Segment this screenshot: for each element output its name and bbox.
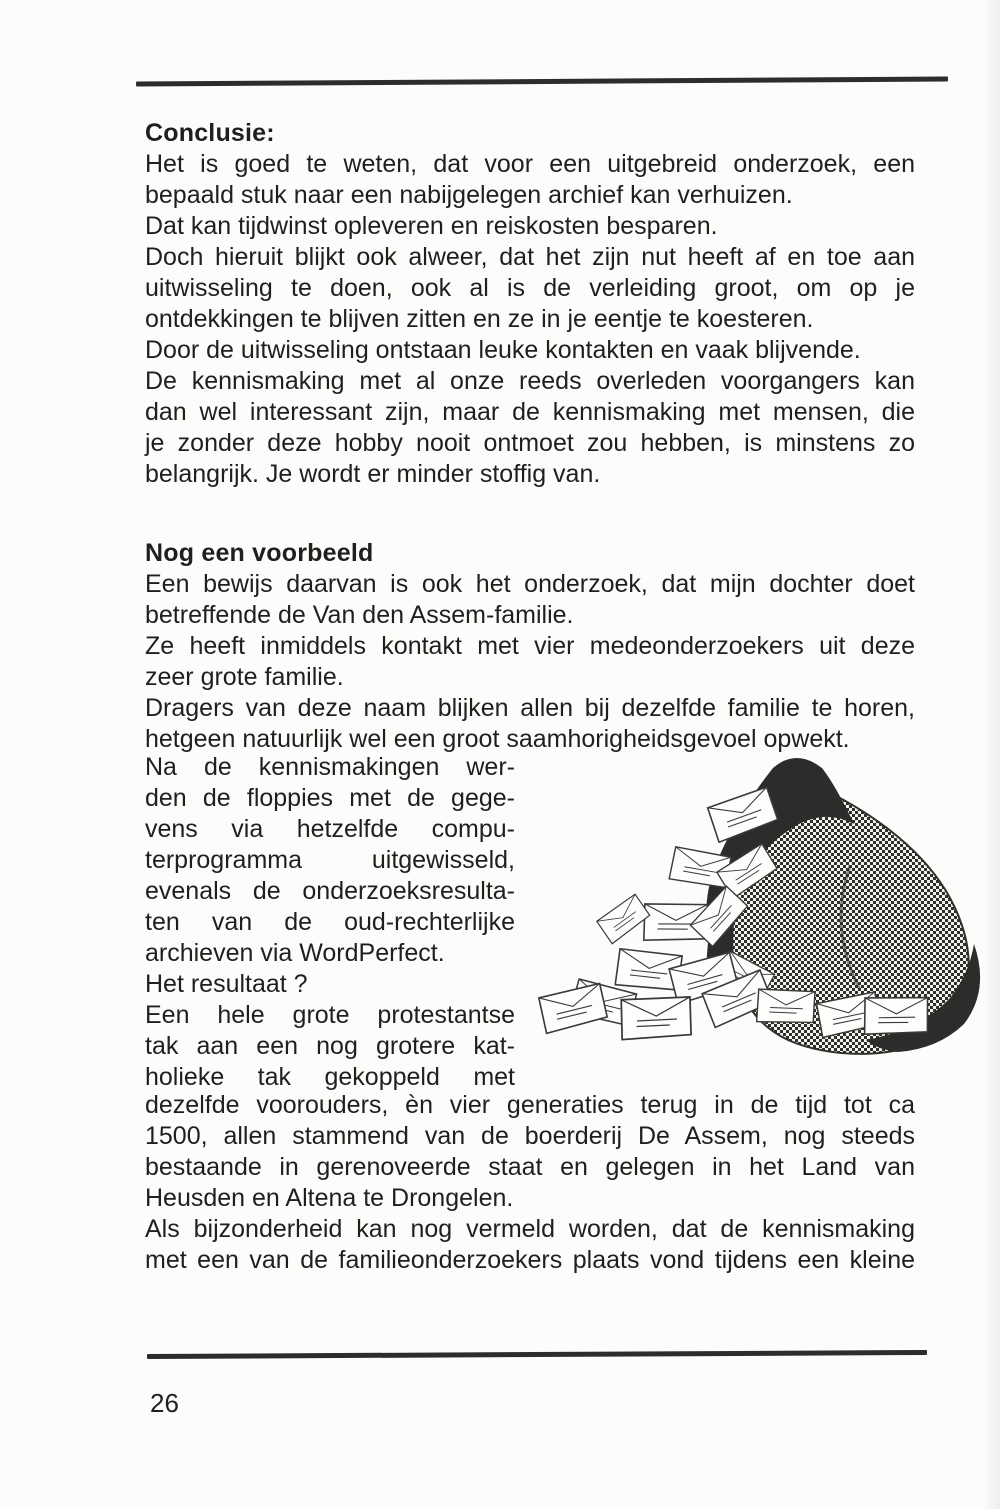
text-line: Door de uitwisseling ontstaan leuke kontakten en vaak blijvende. — [145, 336, 861, 364]
text-line: betreffende de Van den Assem-familie. — [145, 601, 574, 629]
paragraph — [145, 366, 915, 490]
text-line: tak aan een nog grotere kat- — [145, 1032, 515, 1060]
text-line: holieke tak gekoppeld met — [145, 1063, 515, 1091]
top-rule — [136, 77, 948, 87]
paragraph — [145, 1000, 515, 1093]
text-line: hetgeen natuurlijk wel een groot saamhorigheidsgevoel opwekt. — [145, 725, 850, 753]
text-line: evenals de onderzoeksresulta- — [145, 877, 515, 905]
text-line: vens via hetzelfde compu- — [145, 815, 515, 843]
text-line: Het is goed te weten, dat voor een uitgebreid onderzoek, een — [145, 150, 915, 178]
text-line: Dragers van deze naam blijken allen bij dezelfde familie te horen, — [145, 694, 915, 722]
text-line: Een bewijs daarvan is ook het onderzoek, dat mijn dochter doet — [145, 570, 915, 598]
text-line: je zonder deze hobby nooit ontmoet zou hebben, is minstens zo — [145, 429, 915, 457]
paragraph — [145, 1090, 915, 1214]
text-line: Als bijzonderheid kan nog vermeld worden, dat de kennismaking — [145, 1215, 915, 1243]
text-line: Na de kennismakingen wer- — [145, 753, 515, 781]
text-line: 1500, allen stammend van de boerderij De Assem, nog steeds — [145, 1122, 915, 1150]
wrapped-text-column — [145, 752, 515, 1093]
bottom-rule — [147, 1350, 927, 1359]
text-line: bepaald stuk naar een nabijgelegen archief kan verhuizen. — [145, 181, 793, 209]
paragraph — [145, 693, 915, 755]
text-line: Ze heeft inmiddels kontakt met vier medeonderzoekers uit deze — [145, 632, 915, 660]
text-line: De kennismaking met al onze reeds overleden voorgangers kan — [145, 367, 915, 395]
section-heading-conclusie: Conclusie: — [145, 119, 275, 147]
paragraph — [145, 211, 915, 242]
paragraph — [145, 752, 515, 969]
section-conclusie — [145, 118, 915, 490]
section-body — [145, 149, 915, 490]
text-line: Een hele grote protestantse — [145, 1001, 515, 1029]
text-line: met een van de familieonderzoekers plaats vond tijdens een kleine — [145, 1246, 915, 1274]
paragraph — [145, 149, 915, 211]
continuation-text — [145, 1090, 915, 1276]
text-line: ontdekkingen te blijven zitten en ze in je eentje te koesteren. — [145, 305, 814, 333]
paragraph — [145, 631, 915, 693]
text-line: zeer grote familie. — [145, 663, 344, 691]
paragraph — [145, 242, 915, 335]
paragraph — [145, 1214, 915, 1276]
paragraph — [145, 569, 915, 631]
section-voorbeeld — [145, 538, 915, 755]
text-line: dan wel interessant zijn, maar de kennismaking met mensen, die — [145, 398, 915, 426]
text-line: bestaande in gerenoveerde staat en gelegen in het Land van — [145, 1153, 915, 1181]
text-line: belangrijk. Je wordt er minder stoffig van. — [145, 460, 601, 488]
text-line: Dat kan tijdwinst opleveren en reiskosten besparen. — [145, 212, 718, 240]
text-line: uitwisseling te doen, ook al is de verleiding groot, om op je — [145, 274, 915, 302]
paragraph — [145, 335, 915, 366]
text-line: Doch hieruit blijkt ook alweer, dat het zijn nut heeft af en toe aan — [145, 243, 915, 271]
section-body — [145, 569, 915, 755]
text-line: den de floppies met de gege- — [145, 784, 515, 812]
text-line: terprogramma uitgewisseld, — [145, 846, 515, 874]
text-line: archieven via WordPerfect. — [145, 939, 445, 967]
text-line: dezelfde voorouders, èn vier generaties terug in de tijd tot ca — [145, 1091, 915, 1119]
section-heading-voorbeeld: Nog een voorbeeld — [145, 539, 374, 567]
page-number: 26 — [150, 1388, 179, 1418]
text-line: Heusden en Altena te Drongelen. — [145, 1184, 514, 1212]
paragraph — [145, 969, 515, 1000]
text-line: ten van de oud-rechterlijke — [145, 908, 515, 936]
mailbag-spilling-envelopes-illustration — [528, 748, 1000, 1078]
text-line: Het resultaat ? — [145, 970, 308, 998]
